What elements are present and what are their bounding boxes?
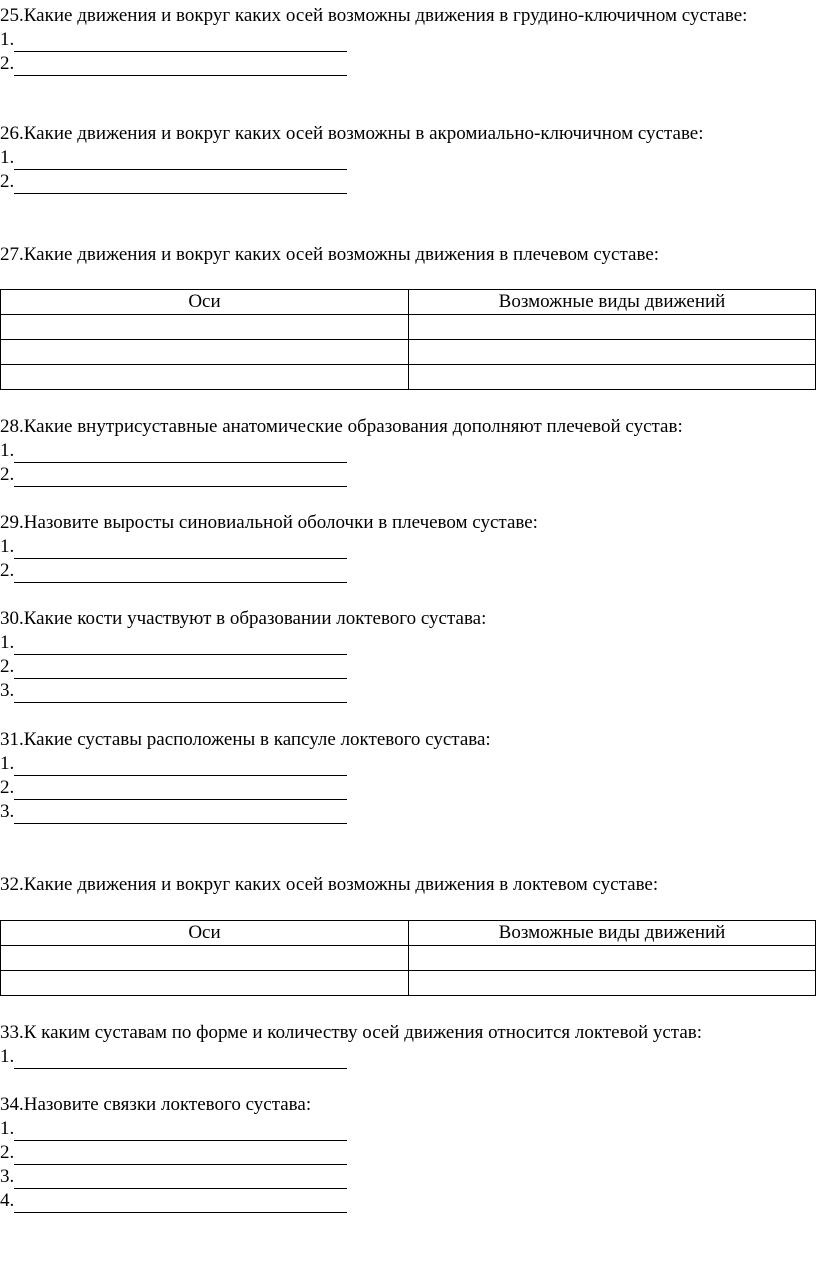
question-text: 33.К каким суставам по форме и количеству осей движения относится локтевой устав:: [0, 1022, 703, 1043]
answer-line[interactable]: 1.: [0, 1117, 816, 1141]
question-32: [0, 873, 816, 897]
answer-blank[interactable]: [14, 1168, 347, 1189]
answer-line[interactable]: 1.: [0, 752, 816, 776]
answer-line[interactable]: 1.: [0, 1045, 816, 1069]
table-27: [0, 289, 816, 390]
question-text: 28.Какие внутрисуставные анатомические образования дополняют плечевой сустав:: [0, 416, 683, 437]
answer-line[interactable]: 2.: [0, 52, 816, 76]
table-cell[interactable]: [409, 365, 816, 390]
answer-blank[interactable]: [14, 1192, 347, 1213]
answer-line[interactable]: 1.: [0, 535, 816, 559]
question-text: 26.Какие движения и вокруг каких осей возможны в акромиально-ключичном суставе:: [0, 123, 704, 144]
answer-line[interactable]: 2.: [0, 1141, 816, 1165]
header-axes: Оси: [1, 921, 409, 946]
answer-blank[interactable]: [14, 466, 347, 487]
table-cell[interactable]: [1, 971, 409, 996]
answer-blank[interactable]: [14, 682, 347, 703]
answer-blank[interactable]: [14, 538, 347, 559]
answer-line[interactable]: 1.: [0, 28, 816, 52]
answer-blank[interactable]: [14, 1120, 347, 1141]
table-32: [0, 920, 816, 996]
table-cell[interactable]: [409, 946, 816, 971]
table-row: [1, 946, 816, 971]
question-30: [0, 607, 816, 703]
answer-line[interactable]: 2.: [0, 655, 816, 679]
header-movements: Возможные виды движений: [409, 290, 816, 315]
answer-blank[interactable]: [14, 31, 347, 52]
question-text: 31.Какие суставы расположены в капсуле локтевого сустава:: [0, 729, 491, 750]
table-cell[interactable]: [409, 971, 816, 996]
table-row: [1, 971, 816, 996]
question-25: [0, 4, 816, 76]
table-row: [1, 340, 816, 365]
table-header-row: [1, 921, 816, 946]
answer-line[interactable]: 2.: [0, 463, 816, 487]
header-axes: Оси: [1, 290, 409, 315]
answer-line[interactable]: 2.: [0, 170, 816, 194]
answer-blank[interactable]: [14, 755, 347, 776]
answer-blank[interactable]: [14, 803, 347, 824]
table-cell[interactable]: [409, 340, 816, 365]
answer-blank[interactable]: [14, 55, 347, 76]
table-cell[interactable]: [1, 946, 409, 971]
question-28: [0, 415, 816, 487]
question-text: 32.Какие движения и вокруг каких осей возможны движения в локтевом суставе:: [0, 874, 659, 895]
answer-blank[interactable]: [14, 149, 347, 170]
question-26: [0, 122, 816, 194]
answer-line[interactable]: 2.: [0, 559, 816, 583]
question-27: [0, 243, 816, 267]
answer-line[interactable]: 1.: [0, 439, 816, 463]
table-row: [1, 365, 816, 390]
answer-blank[interactable]: [14, 779, 347, 800]
question-29: [0, 511, 816, 583]
table-cell[interactable]: [1, 340, 409, 365]
answer-blank[interactable]: [14, 1048, 347, 1069]
question-text: 27.Какие движения и вокруг каких осей возможны движения в плечевом суставе:: [0, 244, 660, 265]
question-34: [0, 1093, 816, 1213]
answer-blank[interactable]: [14, 562, 347, 583]
answer-line[interactable]: 1.: [0, 631, 816, 655]
question-text: 29.Назовите выросты синовиальной оболочки в плечевом суставе:: [0, 512, 538, 533]
answer-blank[interactable]: [14, 173, 347, 194]
answer-line[interactable]: 3.: [0, 679, 816, 703]
table-cell[interactable]: [409, 315, 816, 340]
table-cell[interactable]: [1, 365, 409, 390]
answer-line[interactable]: 3.: [0, 1165, 816, 1189]
question-text: 25.Какие движения и вокруг каких осей возможны движения в грудино-ключичном суставе:: [0, 5, 748, 26]
answer-line[interactable]: 3.: [0, 800, 816, 824]
answer-line[interactable]: 1.: [0, 146, 816, 170]
question-text: 30.Какие кости участвуют в образовании локтевого сустава:: [0, 608, 487, 629]
answer-blank[interactable]: [14, 658, 347, 679]
question-31: [0, 728, 816, 824]
table-cell[interactable]: [1, 315, 409, 340]
answer-line[interactable]: 4.: [0, 1189, 816, 1213]
table-header-row: [1, 290, 816, 315]
question-text: 34.Назовите связки локтевого сустава:: [0, 1094, 312, 1115]
table-row: [1, 315, 816, 340]
question-33: [0, 1021, 816, 1069]
answer-blank[interactable]: [14, 1144, 347, 1165]
answer-blank[interactable]: [14, 634, 347, 655]
answer-blank[interactable]: [14, 442, 347, 463]
header-movements: Возможные виды движений: [409, 921, 816, 946]
answer-line[interactable]: 2.: [0, 776, 816, 800]
